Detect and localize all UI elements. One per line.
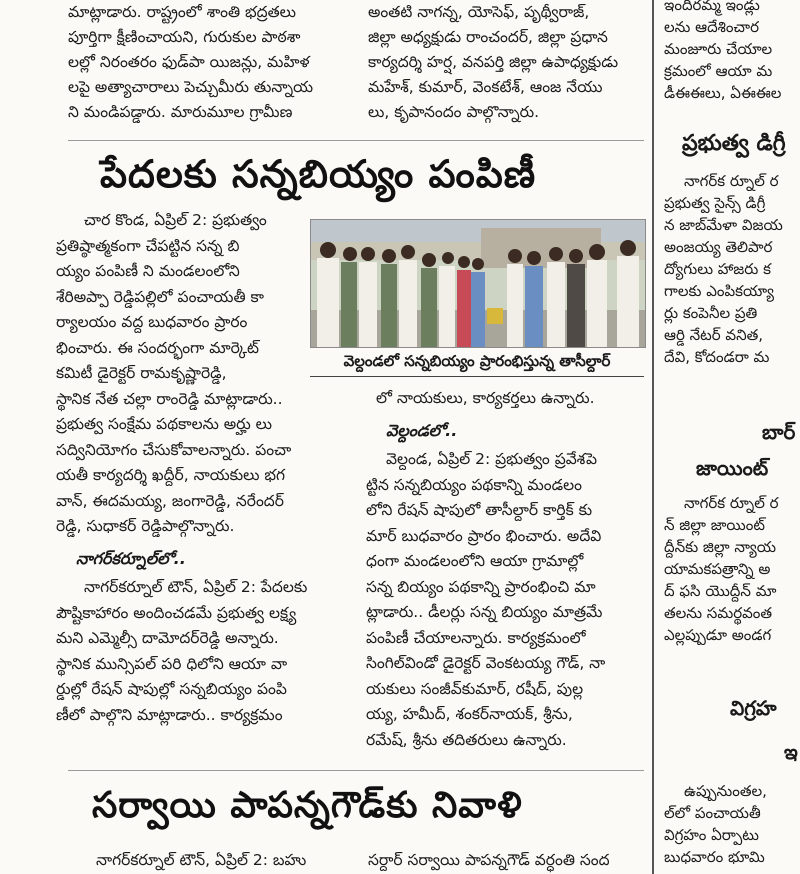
- right-column: [660, 0, 800, 874]
- text-line: ర్యాలయం వద్ద బుధవారం ప్రారం: [56, 313, 248, 331]
- text-line: నాగర్‌కర్నూల్ టౌన్, ఏప్రిల్ 2: పేదలకు: [84, 578, 308, 596]
- story-left-column: [56, 208, 306, 728]
- text-line: కార్యదర్శి హర్ష, వనపర్తి జిల్లా ఉపాధ్యక్షుడు: [368, 53, 619, 71]
- text-line: దేవి, కోదండరా మ: [664, 348, 770, 366]
- text-line: అంతటి నాగన్న, యోసెఫ్, పృథ్వీరాజ్,: [368, 3, 590, 21]
- text-line: కమిటీ డైరెక్టర్ రామకృష్ణారెడ్డి,: [56, 364, 227, 382]
- text-line: ట్టిన సన్నబియ్యం పథకాన్ని మండలం: [366, 475, 582, 494]
- text-line: నాగర్‌క ర్నూల్ ర: [684, 172, 779, 190]
- text-line: లను ఆదేశించార: [664, 18, 759, 36]
- photo-caption: వెల్దండలో సన్నబియ్యం ప్రారంభిస్తున్న తాసీల్దార్: [310, 346, 644, 377]
- text-line: బుధవారం భూమి: [664, 848, 765, 866]
- text-line: అంజయ్య తెలిపార: [664, 238, 773, 256]
- text-line: ర్లు కంపెనీల ప్రతి: [664, 304, 758, 322]
- text-line: స్థానిక నేత చల్లా రాంరెడ్డి మాట్లాడారు..: [56, 389, 283, 408]
- text-line: పౌష్టికాహారం అందించడమే ప్రభుత్వ లక్ష్య: [56, 603, 297, 622]
- text-line: శేరిఅప్పా రెడ్డిపల్లిలో పంచాయతీ కా: [56, 287, 264, 306]
- news-photo: [310, 219, 646, 348]
- subhead-veldanda: వెల్దండలో..: [386, 420, 458, 440]
- text-line: మంజూరు చేయాల: [664, 40, 773, 58]
- text-line: ని మండిపడ్డారు. మారుమూల గ్రామీణ: [68, 103, 293, 121]
- text-line: ల్‌లో పంచాయతీ: [664, 804, 761, 822]
- right-heading-degree: ప్రభుత్వ డిగ్రీ: [682, 130, 786, 156]
- text-line: మహేశ్, కుమార్, వెంకటేశ్, ఆంజ నేయు: [368, 78, 603, 96]
- text-line: తలను సమర్థవంత: [664, 604, 773, 622]
- text-line: పంపిణీ చేయాలన్నారు. కార్యక్రమంలో: [366, 628, 586, 647]
- text-line: యామకపత్రాన్ని అ: [664, 560, 771, 578]
- text-line: పూర్తిగా క్షీణించాయని, గురుకుల పాఠశా: [68, 28, 301, 46]
- right-heading-joint: జాయింట్: [696, 456, 769, 480]
- prev-story-mid-column: [368, 0, 642, 125]
- text-line: సర్దార్ సర్వాయి పాపన్నగౌడ్ వర్ధంతి సంద: [368, 851, 610, 869]
- subhead-nagarkurnool: నాగర్‌కర్నూల్‌లో..: [76, 548, 186, 568]
- divider-bottom: [68, 770, 644, 771]
- text-line: క్రమంలో ఆయా మ: [664, 62, 773, 80]
- story-mid-column: [366, 386, 644, 753]
- next-story-mid: [368, 848, 648, 873]
- text-line: వెల్దండ, ఏప్రిల్ 2: ప్రభుత్వం ప్రవేశపె: [386, 450, 598, 468]
- text-line: న్ జిల్లా జాయింట్: [664, 516, 765, 534]
- text-line: మని ఎమ్మెల్సీ దామోదర్‌రెడ్డి అన్నారు.: [56, 629, 279, 647]
- photo-illustration: [311, 220, 645, 347]
- column-rule: [652, 0, 654, 874]
- text-line: ద్ ఫసి యొద్దీన్ మా: [664, 582, 777, 600]
- text-line: భించారు. ఈ సందర్భంగా మార్కెట్: [56, 338, 259, 357]
- text-line: డీఈఈలు, ఏఈఈల: [664, 84, 782, 102]
- headline-rice-distribution: పేదలకు సన్నబియ్యం పంపిణీ: [100, 151, 537, 196]
- text-line: సద్వినియోగం చేసుకోవాలన్నారు. పంచా: [56, 440, 292, 459]
- text-line: చార కొండ, ఏప్రిల్ 2: ప్రభుత్వం: [84, 211, 267, 229]
- text-line: ఎల్లప్పుడూ అండగ: [664, 626, 772, 644]
- text-line: సన్న బియ్యం పథకాన్ని ప్రారంభించి మా: [366, 577, 596, 596]
- text-line: ఉప్పునుంతల,: [684, 782, 767, 800]
- text-line: రమేష్, శ్రీను తదితరులు ఉన్నారు.: [366, 730, 567, 749]
- text-line: ద్యోగులు హాజరు క: [664, 260, 771, 278]
- text-line: విగ్రహం ఏర్పాటు: [664, 826, 759, 844]
- text-line: లు, కృపానందం పాల్గొన్నారు.: [368, 103, 540, 121]
- divider-top: [68, 140, 644, 141]
- text-line: నాగర్‌కర్నూల్ టౌన్, ఏప్రిల్ 2: బహు: [96, 851, 307, 869]
- text-line: లోని రేషన్ షాపులో తాసీల్దార్ కార్తిక్ కు: [366, 501, 593, 519]
- text-line: య్య, హమీద్, శంకర్‌నాయక్, శ్రీను,: [366, 705, 573, 723]
- text-line: రెడ్డి, సుధాకర్ రెడ్డిపాల్గొన్నారు.: [56, 517, 235, 535]
- prev-story-left-column: [68, 0, 350, 125]
- text-line: సింగిల్‌విండో డైరెక్టర్ వెంకటయ్య గౌడ్, నా: [366, 654, 606, 672]
- right-heading-bar: బార్: [762, 420, 796, 444]
- text-line: ట్లాడారు.. డీలర్లు సన్న బియ్యం మాత్రమే: [366, 603, 603, 621]
- text-line: ప్రతిష్ఠాత్మకంగా చేపట్టిన సన్న బి: [56, 236, 240, 255]
- right-heading-statue-2: ఇ: [784, 740, 798, 764]
- text-line: ప్రభుత్వ సంక్షేమ పథకాలను అర్హు లు: [56, 415, 272, 433]
- right-heading-statue: విగ్రహ: [730, 696, 777, 720]
- text-line: న జాబ్‌మేళా విజయ: [664, 216, 783, 234]
- text-line: లపై అత్యాచారాలు పెచ్చుమీరు తున్నాయ: [68, 78, 314, 96]
- text-line: ప్రభుత్వ సైన్స్ డిగ్రీ: [664, 194, 766, 212]
- headline-tribute: సర్వాయి పాపన్నగౌడ్‌కు నివాళి: [92, 784, 523, 826]
- next-story-left: [96, 848, 356, 873]
- text-line: లో నాయకులు, కార్యకర్తలు ఉన్నారు.: [376, 389, 595, 407]
- text-line: జిల్లా అధ్యక్షుడు రాంచందర్, జిల్లా ప్రధాన: [368, 28, 608, 46]
- text-line: నాగర్‌క ర్నూల్ ర: [684, 494, 779, 512]
- text-line: స్థానిక మున్సిపల్ పరి ధిలోని ఆయా వా: [56, 654, 288, 673]
- text-line: గాలకు ఎంపికయ్యా: [664, 282, 774, 300]
- text-line: ర్డుల్లో రేషన్ షాపుల్లో సన్నబియ్యం పంపి: [56, 680, 287, 698]
- text-line: ఇందిరమ్మ ఇండ్లు: [664, 0, 760, 14]
- text-line: ఆర్డి నేటర్ వనిత,: [664, 326, 764, 344]
- text-line: యకులు సంజీవ్‌కుమార్, రషీద్, పుల్ల: [366, 679, 584, 698]
- text-line: ద్దీన్‌కు జిల్లా న్యాయ: [664, 538, 777, 556]
- text-line: మాట్లాడారు. రాష్ట్రంలో శాంతి భద్రతలు: [68, 3, 297, 21]
- text-line: వాన్, ఈదమయ్య, జంగారెడ్డి, నరేందర్: [56, 491, 284, 510]
- text-line: ధంగా మండలంలోని ఆయా గ్రామాల్లో: [366, 552, 584, 570]
- text-line: మార్ బుధవారం ప్రారం భించారు. అదేవి: [366, 526, 602, 545]
- text-line: లల్లో నిరంతరం ఫుడ్‌పా యిజన్లు, మహిళ: [68, 53, 310, 71]
- text-line: యతీ కార్యదర్శి ఖద్దీర్, నాయకులు భగ: [56, 466, 286, 484]
- text-line: ణీలో పాల్గొని మాట్లాడారు.. కార్యక్రమం: [56, 705, 283, 724]
- text-line: య్యం పంపిణీ ని మండలంలోని: [56, 262, 240, 280]
